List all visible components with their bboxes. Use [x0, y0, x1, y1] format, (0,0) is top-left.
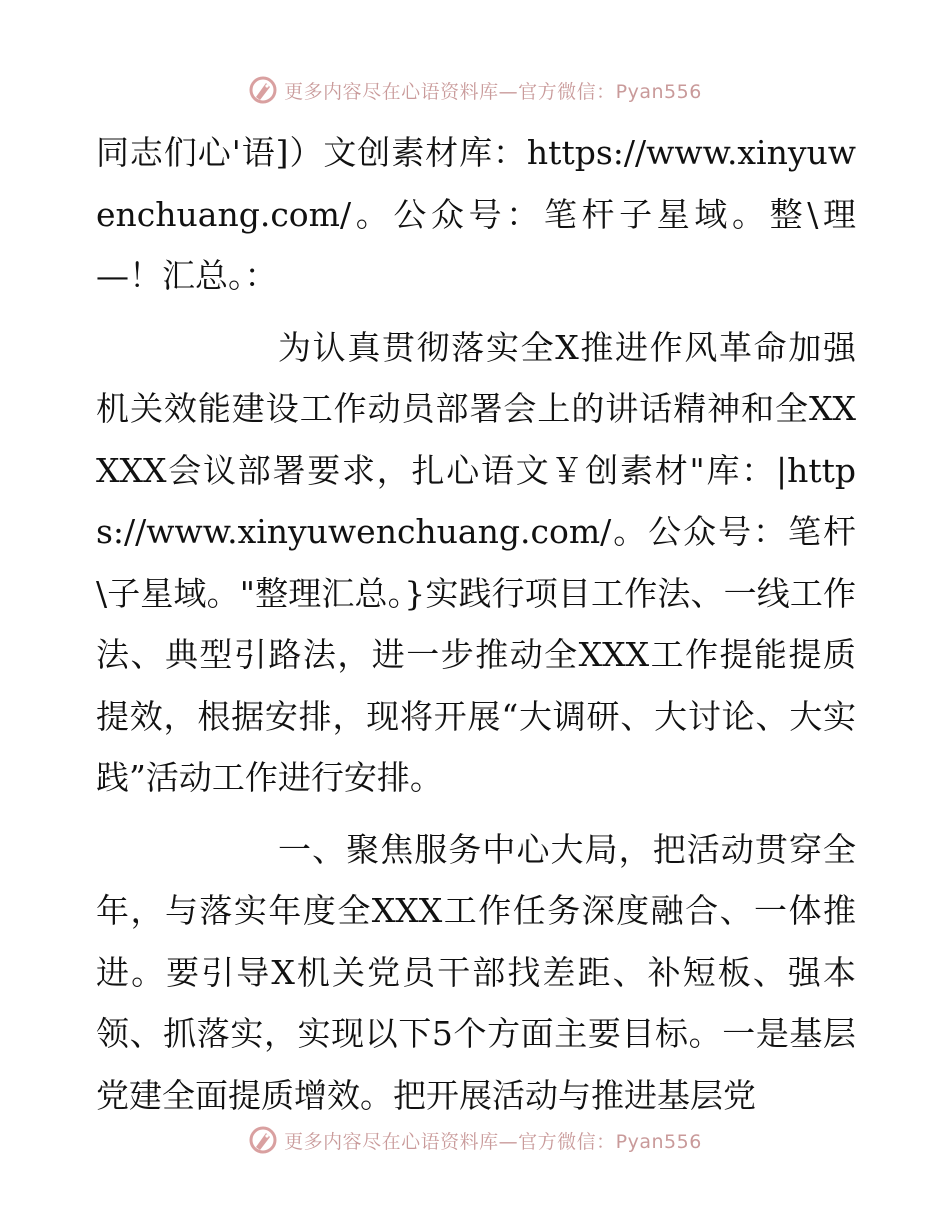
intro-paragraph: 同志们心'语]）文创素材库：https://www.xinyuwenchuang.com/。公众号：笔杆子星域。整\理—！汇总。： — [96, 133, 856, 295]
pen-nib-icon — [248, 1125, 278, 1155]
pen-nib-icon — [248, 75, 278, 105]
watermark-text: 更多内容尽在心语资料库—官方微信：Pyan556 — [284, 1130, 702, 1153]
body-paragraph-1: 为认真贯彻落实全X推进作风革命加强机关效能建设工作动员部署会上的讲话精神和全XXXXX会议部署要求，扎心语文￥创素材"库：|https://www.xinyuwenchuang.com/。公众号：笔杆\子星域。"整理汇总。}实践行项目工作法、一线工作法、典型引路法，进一步推动全XXX工作提能提质提效，根据安排，现将开展“大调研、大讨论、大实践”活动工作进行安排。 — [96, 327, 856, 797]
header-watermark-banner — [0, 68, 950, 112]
footer-watermark-banner — [0, 1118, 950, 1162]
watermark-text: 更多内容尽在心语资料库—官方微信：Pyan556 — [284, 80, 702, 103]
body-paragraph-2: 一、聚焦服务中心大局，把活动贯穿全年，与落实年度全XXX工作任务深度融合、一体推进。要引导X机关党员干部找差距、补短板、强本领、抓落实，实现以下5个方面主要目标。一是基层党建全面提质增效。把开展活动与推进基层党 — [96, 829, 856, 1115]
document-body — [96, 122, 856, 1136]
